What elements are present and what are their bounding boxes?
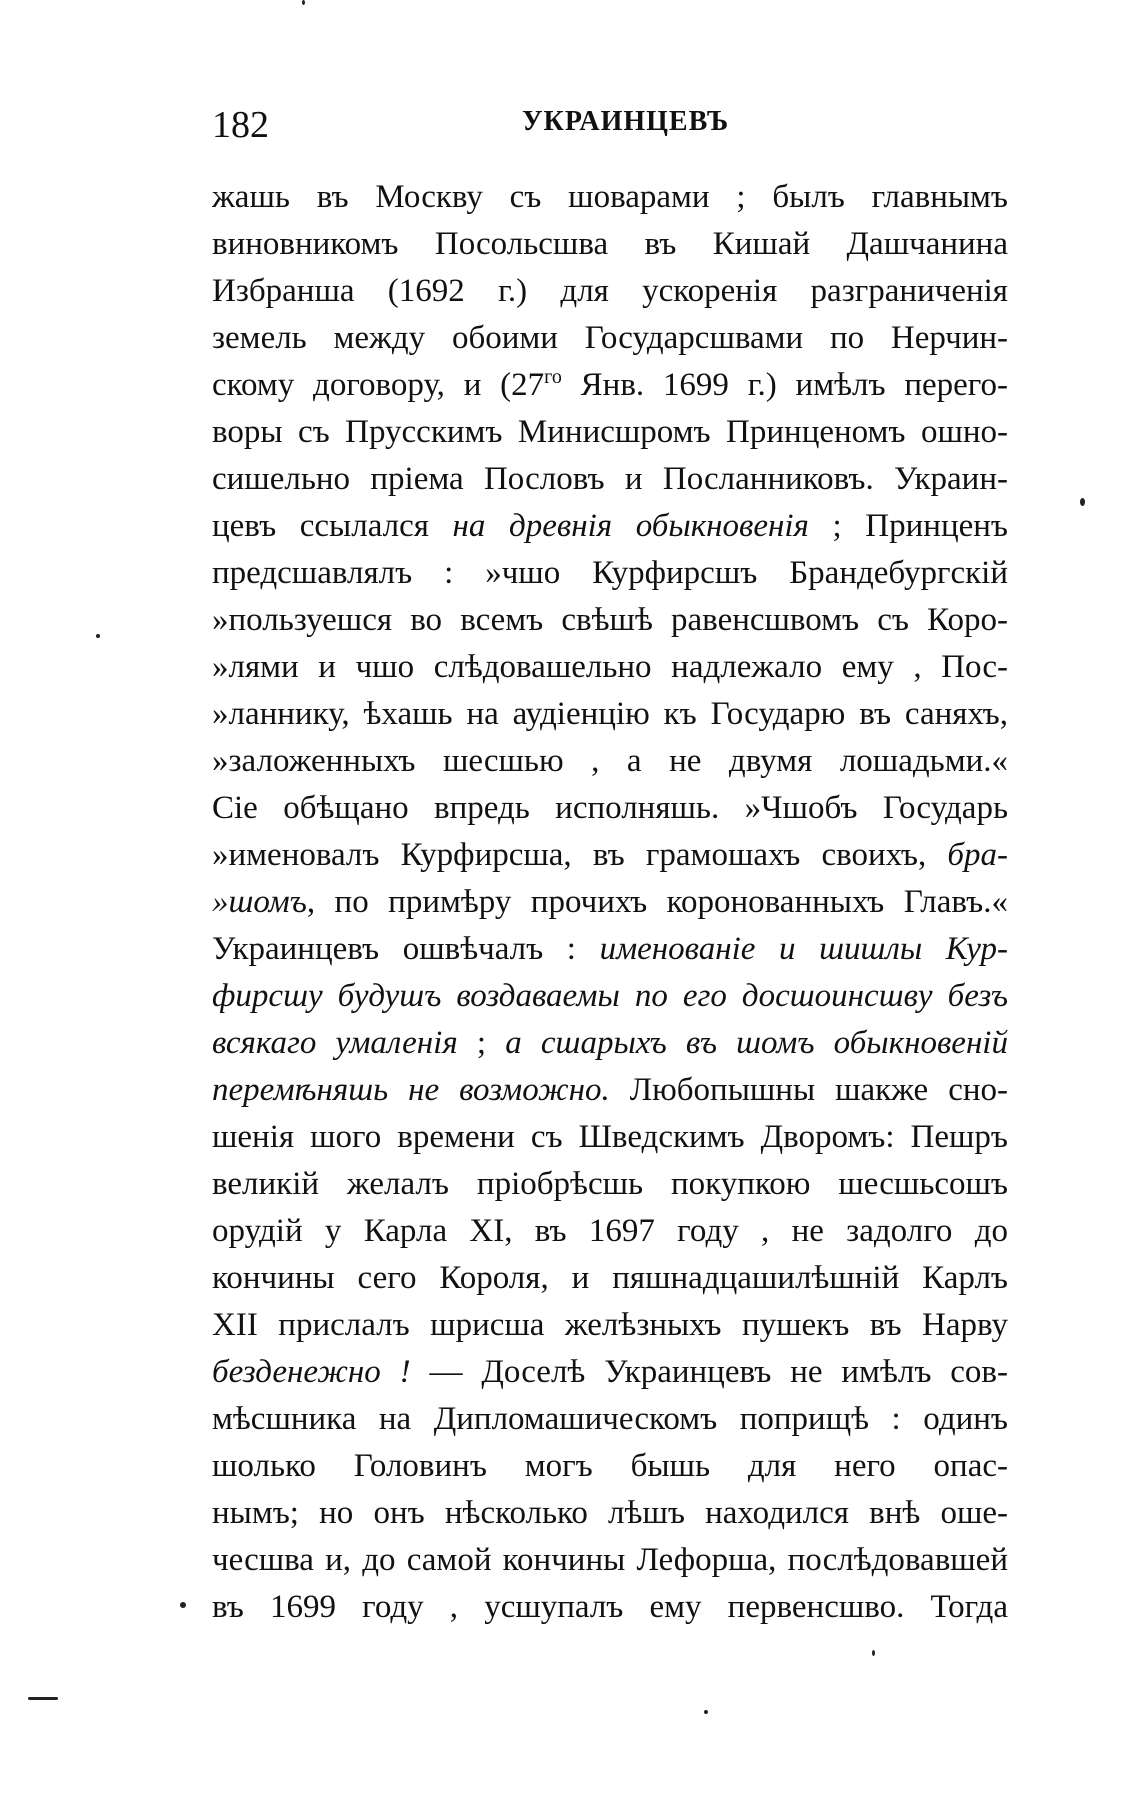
text-segment: чесшва и, до самой кончины Лефорша, послѣдовавшей (212, 1542, 1008, 1578)
text-segment: сишельно пріема Пословъ и Посланниковъ. Украин- (212, 461, 1008, 497)
text-line (212, 691, 1008, 738)
text-segment: шолько Головинъ могъ бышь для него опас- (212, 1448, 1008, 1484)
print-speck (96, 634, 100, 638)
text-segment: Сіе обѣщано впредь исполняшь. »Чшобъ Государь (212, 790, 1008, 826)
text-line (212, 315, 1008, 362)
text-line (212, 550, 1008, 597)
text-segment: воры съ Прусскимъ Минисшромъ Принценомъ ошно- (212, 414, 1008, 450)
print-speck (872, 1650, 875, 1656)
text-segment: скому договору, и (27 (212, 367, 545, 403)
text-segment: цевъ ссылался (212, 508, 453, 544)
text-line (212, 409, 1008, 456)
text-segment: великій желалъ пріобрѣсшь покупкою шесшьсошъ (212, 1166, 1008, 1202)
italic-text: »шомъ (212, 884, 307, 920)
print-speck (180, 1602, 186, 1608)
text-segment: орудій у Карла XI, въ 1697 году , не задолго до (212, 1213, 1008, 1249)
text-segment: ; (457, 1025, 506, 1061)
text-line (212, 597, 1008, 644)
print-speck (28, 1697, 58, 1700)
text-segment: »ланнику, ѣхашь на аудіенцію къ Государю въ саняхъ, (212, 696, 1008, 732)
text-line (212, 1490, 1008, 1537)
text-line (212, 1020, 1008, 1067)
text-line (212, 1443, 1008, 1490)
text-line (212, 456, 1008, 503)
italic-text: всякаго умаленія (212, 1025, 458, 1061)
superscript: го (544, 366, 562, 388)
body-text (212, 174, 1008, 1631)
text-line (212, 1396, 1008, 1443)
text-segment: ; Принценъ (808, 508, 1008, 544)
text-segment: предсшавлялъ : »чшо Курфирсшъ Брандебургскій (212, 555, 1008, 591)
page-header (212, 98, 1012, 158)
running-head: УКРАИНЦЕВЪ (522, 106, 730, 137)
text-segment: »пользуешся во всемъ свѣшѣ равенсшвомъ съ Коро- (212, 602, 1008, 638)
text-line (212, 1114, 1008, 1161)
italic-text: бра- (947, 837, 1008, 873)
print-speck (704, 1710, 708, 1714)
text-segment: »лями и чшо слѣдовашельно надлежало ему , Пос- (212, 649, 1008, 685)
text-line (212, 1067, 1008, 1114)
print-speck (1080, 498, 1085, 506)
text-line (212, 738, 1008, 785)
text-segment: жашь въ Москву съ шоварами ; былъ главнымъ (212, 179, 1008, 215)
italic-text: безденежно ! (212, 1354, 411, 1390)
italic-text: именованіе и шишлы Кур- (599, 931, 1008, 967)
text-line (212, 1349, 1008, 1396)
italic-text: перемѣняшь не возможно. (212, 1072, 610, 1108)
text-line (212, 1161, 1008, 1208)
page-number: 182 (212, 104, 269, 146)
text-segment: Избранша (1692 г.) для ускоренія разграниченія (212, 273, 1008, 309)
text-segment: XII прислалъ шрисша желѣзныхъ пушекъ въ Нарву (212, 1307, 1008, 1343)
text-segment: въ 1699 году , усшупалъ ему первенсшво. Тогда (212, 1589, 1008, 1625)
text-line (212, 221, 1008, 268)
text-segment: »именовалъ Курфирсша, въ грамошахъ своихъ, (212, 837, 948, 873)
text-line (212, 973, 1008, 1020)
text-line (212, 832, 1008, 879)
text-line (212, 174, 1008, 221)
text-segment: виновникомъ Посольсшва въ Кишай Дашчанина (212, 226, 1008, 262)
text-line (212, 1208, 1008, 1255)
text-segment: — Доселѣ Украинцевъ не имѣлъ сов- (410, 1354, 1008, 1390)
text-segment: мѣсшника на Дипломашическомъ поприщѣ : одинъ (212, 1401, 1008, 1437)
text-line (212, 362, 1008, 409)
text-line (212, 268, 1008, 315)
text-segment: кончины сего Короля, и пяшнадцашилѣшній Карлъ (212, 1260, 1008, 1296)
italic-text: фирсшу будушъ воздаваемы по его досшоинсшву безъ (212, 978, 1008, 1014)
text-segment: Украинцевъ ошвѣчалъ : (212, 931, 600, 967)
text-segment: земель между обоими Государсшвами по Нерчин- (212, 320, 1008, 356)
text-segment: нымъ; но онъ нѣсколько лѣшъ находился внѣ оше- (212, 1495, 1008, 1531)
text-segment: шенія шого времени съ Шведскимъ Дворомъ: Пешръ (212, 1119, 1008, 1155)
text-line (212, 926, 1008, 973)
text-segment: , по примѣру прочихъ коронованныхъ Главъ.« (306, 884, 1008, 920)
text-line (212, 503, 1008, 550)
text-line (212, 1255, 1008, 1302)
text-segment: »заложенныхъ шесшью , а не двумя лошадьми.« (212, 743, 1008, 779)
text-line (212, 785, 1008, 832)
print-speck (302, 0, 305, 5)
text-line (212, 879, 1008, 926)
text-line (212, 1584, 1008, 1631)
italic-text: на древнія обыкновенія (452, 508, 809, 544)
text-line (212, 644, 1008, 691)
text-segment: Янв. 1699 г.) имѣлъ перего- (561, 367, 1008, 403)
text-segment: Любопышны шакже сно- (609, 1072, 1008, 1108)
text-line (212, 1537, 1008, 1584)
text-line (212, 1302, 1008, 1349)
italic-text: а сшарыхъ въ шомъ обыкновеній (505, 1025, 1008, 1061)
